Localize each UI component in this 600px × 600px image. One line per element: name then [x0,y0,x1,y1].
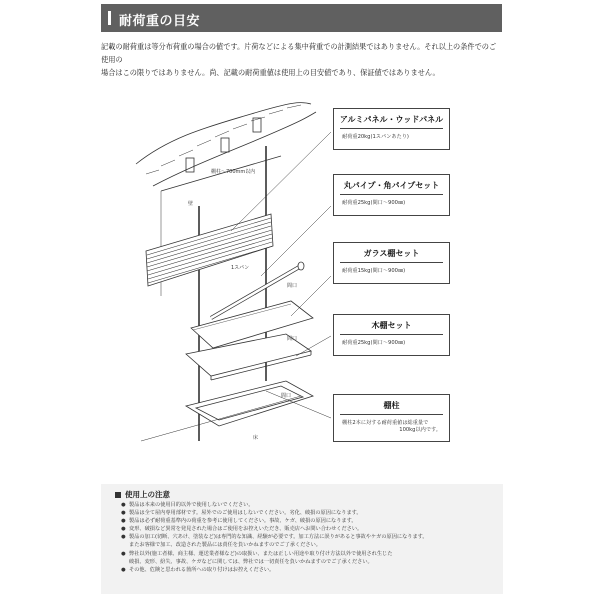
callout-title: ガラス棚セット [363,249,420,258]
label-maguchi-1: 間口 [287,283,298,289]
callout-desc: 耐荷重25kg(間口～900㎜) [342,200,406,206]
note-item [121,550,491,558]
note-text: 破損、変形、紛失、事故、ケガなどに関しては、弊社では一切責任を負いかねますのでご了承ください。 [129,558,373,565]
louver-panel [146,214,273,286]
callout-divider [340,194,443,195]
note-item [121,541,491,549]
section-title: 耐荷重の目安 [119,14,201,29]
callout-title: 丸パイプ・角パイプセット [343,181,440,190]
callout-glass-shelf-set [333,242,450,284]
label-wall: 壁 [188,201,194,207]
note-text: 製品は全て屋内専用部材です。屋外でのご使用はしないでください。劣化、破損の原因になります。 [129,510,362,517]
callout-desc-2: 100kg以内です。 [399,427,441,433]
intro-line-1: 記載の耐荷重は等分布荷重の場合の値です。片荷などによる集中荷重での計測結果ではありません。それ以上の条件でのご使用の [101,42,497,64]
callout-desc: 耐荷重20kg(1スパンあたり) [342,134,409,140]
note-text: またお客様で加工、改造された製品には責任を負いかねますのでご了承ください。 [129,542,321,549]
note-item [121,558,491,566]
bullet-icon: ● [121,510,126,517]
callout-title: アルミパネル・ウッドパネル [339,115,444,124]
note-item [121,525,491,533]
callout-title: 木棚セット [371,321,412,330]
note-item [121,501,491,509]
callout-desc: 耐荷重15kg(間口～900㎜) [342,268,406,274]
bullet-icon: ● [121,526,126,533]
callout-aluminum-wood-panel [333,108,450,150]
ceiling-bracket-2 [221,138,229,152]
bullet-icon: ● [121,518,126,525]
bullet-icon: ● [121,566,126,573]
callout-title: 棚柱 [383,401,400,410]
section-title-bar [101,4,502,32]
notes-title-text: 使用上の注意 [125,490,170,499]
callout-tanahashira [333,394,450,442]
callout-wood-shelf-set [333,314,450,356]
callout-divider [340,334,443,335]
square-bullet-icon [115,492,121,498]
pipe-end [298,262,304,270]
note-text: 製品の加工(切断、穴あけ、塗装など)は専門的な知識、経験が必要です。加工方法に誤りがあると事故やケガの原因になります。 [129,534,428,541]
ceiling-hatch [146,105,301,174]
note-item [121,509,491,517]
note-item [121,533,491,541]
callout-pipe-set [333,174,450,216]
bullet-icon: ● [121,534,126,541]
label-span: 1スパン [231,265,250,271]
title-accent-mark [108,11,111,25]
label-maguchi-2: 間口 [287,336,298,342]
intro-text [101,40,503,79]
bullet-icon: ● [121,502,126,508]
callout-desc: 耐荷重25kg(間口～900㎜) [342,340,406,346]
usage-notes-box [101,484,503,594]
notes-list [121,501,491,574]
callout-desc: 棚柱2本に対する耐荷重値は総重量で [342,420,429,426]
bullet-icon: ● [121,550,126,557]
note-text: 製品は必ず耐荷重基準内の荷重を参考に使用してください。事故、ケガ、破損の原因になります。 [129,518,357,525]
bottom-frame-shelf [186,381,313,426]
note-text: 製品は本来の使用目的以外で使用しないでください。 [129,502,254,508]
label-tanahashira-spacing: 棚柱～700mm以内 [211,169,256,175]
notes-title [115,489,170,500]
note-item [121,566,491,574]
note-text: 変形、破損など異常を発見された場合はご使用をお控えいただき、販売店へお問い合わせください。 [129,526,363,533]
label-floor: 床 [253,435,259,441]
intro-line-2: 場合はこの限りではありません。尚、記載の耐荷重値は使用上の目安値であり、保証値ではありません。 [101,68,440,77]
note-text: その他、危険と思われる箇所への取り付けはお控えください。 [129,566,275,573]
callout-divider [340,262,443,263]
callout-divider [340,414,443,415]
callout-divider [340,128,443,129]
note-item [121,517,491,525]
load-capacity-diagram [101,96,501,480]
note-text: 弊社以外(施工者様、商主様、運送業者様など)の取扱い、または正しい用途や取り付け方法以外で使用され生じた [129,550,393,557]
label-maguchi-3: 間口 [281,393,292,399]
